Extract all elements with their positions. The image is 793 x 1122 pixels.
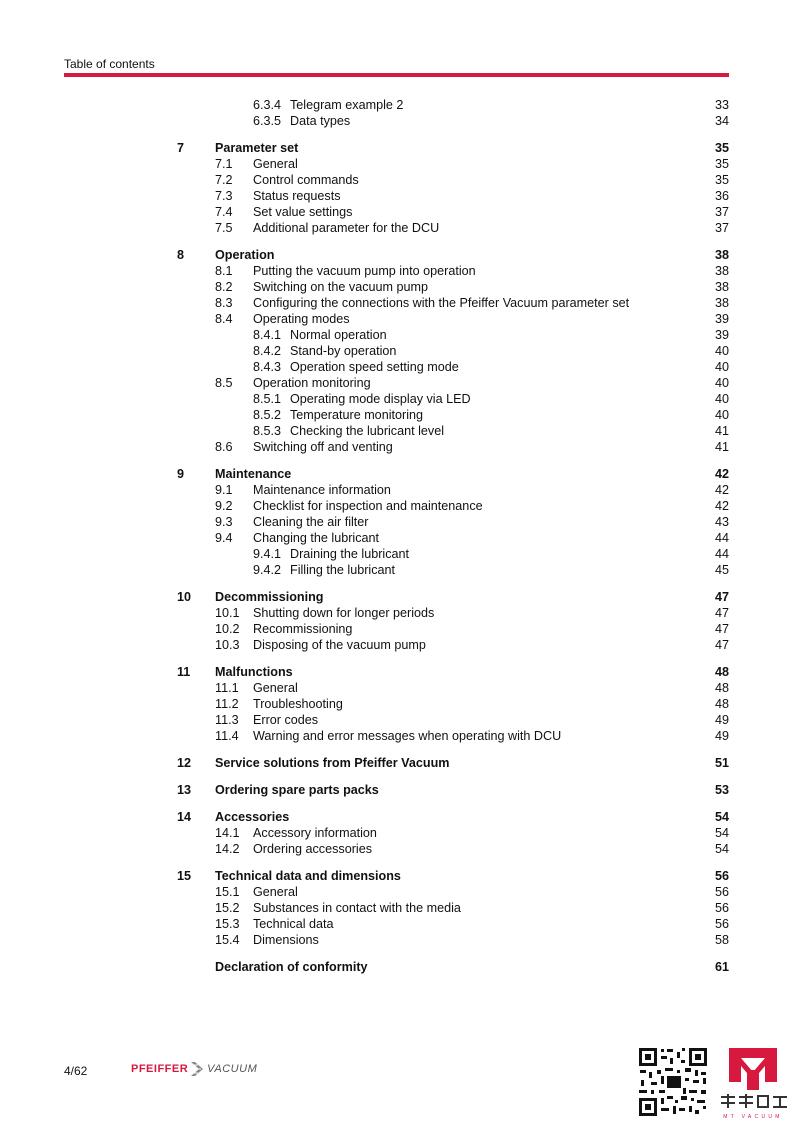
toc-entry-title: Warning and error messages when operating with DCU <box>253 729 562 743</box>
toc-entry-title: Technical data <box>253 917 334 931</box>
toc-entry-number: 7.2 <box>215 173 233 187</box>
toc-entry-number: 7.5 <box>215 221 233 235</box>
toc-entry-title: General <box>253 157 298 171</box>
toc-entry-page: 38 <box>714 264 729 278</box>
toc-entry-number: 9.4.1 <box>253 547 282 561</box>
toc-chapter <box>0 466 793 578</box>
toc-entry-page: 40 <box>714 376 729 390</box>
toc-entry[interactable] <box>0 868 793 884</box>
toc-entry-number: 10.1 <box>215 606 240 620</box>
toc-entry[interactable] <box>0 295 793 311</box>
toc-entry-title: Operating mode display via LED <box>290 392 471 406</box>
toc-entry-title: Status requests <box>253 189 341 203</box>
toc-entry-title: Parameter set <box>215 141 299 155</box>
toc-entry-page: 54 <box>714 826 729 840</box>
header-rule <box>64 73 729 77</box>
toc-entry[interactable] <box>0 172 793 188</box>
toc-entry-page: 38 <box>714 248 729 262</box>
toc-entry-number: 8.5.2 <box>253 408 282 422</box>
toc-entry-title: Disposing of the vacuum pump <box>253 638 426 652</box>
toc-entry-page: 43 <box>714 515 729 529</box>
toc-entry-title: Service solutions from Pfeiffer Vacuum <box>215 756 450 770</box>
toc-entry-number: 7.4 <box>215 205 233 219</box>
toc-entry-number: 8.4.3 <box>253 360 282 374</box>
toc-entry-number: 10 <box>177 590 192 604</box>
toc-entry-title: Changing the lubricant <box>253 531 380 545</box>
toc-entry-number: 15.2 <box>215 901 240 915</box>
toc-entry-page: 48 <box>714 665 729 679</box>
toc-entry-number: 8 <box>177 248 185 262</box>
toc-entry-title: Configuring the connections with the Pfeiffer Vacuum parameter set <box>253 296 630 310</box>
toc-entry-title: Telegram example 2 <box>290 98 404 112</box>
toc-entry-page: 44 <box>714 531 729 545</box>
toc-entry[interactable] <box>0 359 793 375</box>
toc-entry[interactable] <box>0 589 793 605</box>
toc-entry-page: 41 <box>714 424 729 438</box>
toc-entry[interactable] <box>0 841 793 857</box>
toc-entry-page: 35 <box>714 157 729 171</box>
toc-entry-page: 47 <box>714 622 729 636</box>
toc-entry-title: Accessories <box>215 810 290 824</box>
toc-entry-page: 56 <box>714 869 729 883</box>
toc-entry-page: 39 <box>714 312 729 326</box>
toc-entry-title: Operation monitoring <box>253 376 371 390</box>
toc-chapter <box>0 589 793 653</box>
toc-entry-number: 11.3 <box>215 713 239 727</box>
toc-entry-number: 9 <box>177 467 185 481</box>
toc-entry-number: 12 <box>177 756 192 770</box>
toc-entry-title: Substances in contact with the media <box>253 901 461 915</box>
toc-entry[interactable] <box>0 220 793 236</box>
toc-entry-title: Recommissioning <box>253 622 353 636</box>
toc-entry-page: 40 <box>714 344 729 358</box>
toc-entry[interactable] <box>0 188 793 204</box>
toc-entry-page: 36 <box>714 189 729 203</box>
toc-entry-page: 56 <box>714 901 729 915</box>
toc-entry-page: 38 <box>714 280 729 294</box>
toc-entry[interactable] <box>0 809 793 825</box>
toc-entry[interactable] <box>0 113 793 129</box>
toc-entry-page: 33 <box>714 98 729 112</box>
toc-entry[interactable] <box>0 530 793 546</box>
toc-entry-title: Normal operation <box>290 328 387 342</box>
toc-entry[interactable] <box>0 423 793 439</box>
toc-entry-page: 61 <box>714 960 729 974</box>
table-of-contents <box>0 97 793 986</box>
toc-entry-number: 11.2 <box>215 697 239 711</box>
toc-entry[interactable] <box>0 621 793 637</box>
toc-entry-number: 11.4 <box>215 729 239 743</box>
toc-entry[interactable] <box>0 498 793 514</box>
toc-chapter <box>0 755 793 771</box>
toc-entry[interactable] <box>0 407 793 423</box>
toc-entry-title: Operation speed setting mode <box>290 360 459 374</box>
toc-entry[interactable] <box>0 97 793 113</box>
toc-entry[interactable] <box>0 343 793 359</box>
toc-entry-number: 8.5.3 <box>253 424 282 438</box>
toc-entry-page: 42 <box>714 483 729 497</box>
toc-entry-page: 48 <box>714 697 729 711</box>
toc-entry-title: Malfunctions <box>215 665 293 679</box>
toc-entry-number: 8.6 <box>215 440 233 454</box>
toc-entry-title: Maintenance information <box>253 483 391 497</box>
toc-entry-title: Control commands <box>253 173 359 187</box>
toc-entry-page: 42 <box>714 467 729 481</box>
toc-entry-title: Checklist for inspection and maintenance <box>253 499 483 513</box>
toc-entry[interactable] <box>0 482 793 498</box>
toc-entry-page: 40 <box>714 408 729 422</box>
toc-entry[interactable] <box>0 327 793 343</box>
toc-entry-page: 38 <box>714 296 729 310</box>
toc-entry-page: 48 <box>714 681 729 695</box>
toc-entry[interactable] <box>0 514 793 530</box>
toc-entry[interactable] <box>0 696 793 712</box>
toc-entry-number: 8.4.1 <box>253 328 282 342</box>
toc-entry-number: 7.1 <box>215 157 233 171</box>
toc-entry-title: Data types <box>290 114 351 128</box>
toc-entry-page: 37 <box>714 221 729 235</box>
toc-entry-page: 41 <box>714 440 729 454</box>
toc-entry-number: 15.3 <box>215 917 240 931</box>
toc-entry[interactable] <box>0 140 793 156</box>
toc-entry[interactable] <box>0 247 793 263</box>
toc-entry-title: General <box>253 681 298 695</box>
toc-entry[interactable] <box>0 391 793 407</box>
toc-chapter <box>0 140 793 236</box>
toc-entry[interactable] <box>0 375 793 391</box>
toc-entry-page: 35 <box>714 141 729 155</box>
toc-entry-title: Operation <box>215 248 275 262</box>
toc-entry-page: 49 <box>714 713 729 727</box>
toc-entry-number: 7.3 <box>215 189 233 203</box>
toc-entry-page: 56 <box>714 885 729 899</box>
toc-entry[interactable] <box>0 884 793 900</box>
toc-entry[interactable] <box>0 755 793 771</box>
mt-vacuum-logo-text: MT VACUUM <box>723 1114 783 1120</box>
toc-entry-page: 54 <box>714 810 729 824</box>
toc-entry-number: 11.1 <box>215 681 239 695</box>
toc-entry-number: 9.1 <box>215 483 233 497</box>
toc-entry-page: 53 <box>714 783 729 797</box>
toc-entry-page: 49 <box>714 729 729 743</box>
toc-entry-number: 9.2 <box>215 499 233 513</box>
toc-entry-number: 10.3 <box>215 638 240 652</box>
toc-entry-page: 44 <box>714 547 729 561</box>
toc-entry[interactable] <box>0 156 793 172</box>
toc-entry[interactable] <box>0 605 793 621</box>
toc-entry-number: 8.1 <box>215 264 233 278</box>
toc-entry-number: 14.1 <box>215 826 240 840</box>
toc-entry-page: 51 <box>714 756 729 770</box>
toc-entry[interactable] <box>0 439 793 455</box>
toc-entry-title: Maintenance <box>215 467 292 481</box>
toc-entry-number: 14.2 <box>215 842 240 856</box>
toc-entry[interactable] <box>0 728 793 744</box>
toc-entry-number: 6.3.5 <box>253 114 282 128</box>
logo-brand-right: VACUUM <box>207 1063 258 1075</box>
toc-entry-page: 45 <box>714 563 729 577</box>
toc-entry[interactable] <box>0 466 793 482</box>
toc-entry-number: 8.4.2 <box>253 344 282 358</box>
toc-entry-title: Troubleshooting <box>253 697 343 711</box>
toc-entry-number: 9.3 <box>215 515 233 529</box>
toc-entry[interactable] <box>0 204 793 220</box>
toc-entry[interactable] <box>0 279 793 295</box>
toc-chapter <box>0 868 793 948</box>
toc-entry-number: 8.2 <box>215 280 233 294</box>
toc-entry-title: Additional parameter for the DCU <box>253 221 440 235</box>
logo-brand-left: PFEIFFER <box>131 1063 189 1075</box>
logo-stripes-icon <box>191 1061 203 1077</box>
toc-entry-title: Draining the lubricant <box>290 547 410 561</box>
toc-chapter <box>0 809 793 857</box>
toc-entry-title: General <box>253 885 298 899</box>
toc-chapter <box>0 959 793 975</box>
toc-entry-number: 8.3 <box>215 296 233 310</box>
toc-entry[interactable] <box>0 712 793 728</box>
toc-entry[interactable] <box>0 900 793 916</box>
toc-entry[interactable] <box>0 680 793 696</box>
toc-entry-title: Error codes <box>253 713 319 727</box>
toc-entry-number: 8.4 <box>215 312 233 326</box>
toc-entry-number: 9.4 <box>215 531 233 545</box>
toc-entry-number: 15.4 <box>215 933 240 947</box>
toc-entry-number: 11 <box>177 665 191 679</box>
mt-vacuum-logo <box>715 1046 791 1122</box>
toc-entry-page: 56 <box>714 917 729 931</box>
toc-entry-title: Operating modes <box>253 312 350 326</box>
toc-entry-page: 47 <box>714 590 729 604</box>
toc-entry[interactable] <box>0 562 793 578</box>
toc-entry[interactable] <box>0 263 793 279</box>
toc-entry-page: 54 <box>714 842 729 856</box>
toc-entry-page: 47 <box>714 606 729 620</box>
page-header-title: Table of contents <box>64 57 155 71</box>
toc-entry-page: 42 <box>714 499 729 513</box>
toc-entry[interactable] <box>0 782 793 798</box>
toc-entry[interactable] <box>0 664 793 680</box>
toc-entry-title: Filling the lubricant <box>290 563 395 577</box>
pfeiffer-vacuum-logo <box>131 1061 257 1077</box>
toc-entry-number: 6.3.4 <box>253 98 282 112</box>
toc-entry-title: Cleaning the air filter <box>253 515 369 529</box>
toc-entry[interactable] <box>0 916 793 932</box>
toc-entry-number: 8.5 <box>215 376 233 390</box>
toc-chapter <box>0 97 793 129</box>
toc-entry[interactable] <box>0 825 793 841</box>
toc-entry-page: 35 <box>714 173 729 187</box>
toc-entry[interactable] <box>0 932 793 948</box>
toc-entry-page: 39 <box>714 328 729 342</box>
toc-chapter <box>0 782 793 798</box>
footer-page-number: 4/62 <box>64 1064 88 1078</box>
toc-entry-title: Temperature monitoring <box>290 408 423 422</box>
toc-entry-title: Stand-by operation <box>290 344 397 358</box>
toc-entry-title: Technical data and dimensions <box>215 869 401 883</box>
toc-entry-title: Shutting down for longer periods <box>253 606 435 620</box>
toc-entry[interactable] <box>0 311 793 327</box>
toc-entry[interactable] <box>0 546 793 562</box>
toc-entry-page: 40 <box>714 392 729 406</box>
toc-chapter <box>0 247 793 455</box>
toc-entry-page: 58 <box>714 933 729 947</box>
toc-entry-title: Checking the lubricant level <box>290 424 445 438</box>
toc-entry-title: Accessory information <box>253 826 377 840</box>
toc-entry-title: Ordering spare parts packs <box>215 783 379 797</box>
toc-entry-page: 47 <box>714 638 729 652</box>
toc-entry-title: Switching off and venting <box>253 440 393 454</box>
toc-entry-title: Dimensions <box>253 933 319 947</box>
toc-entry-number: 7 <box>177 141 185 155</box>
toc-entry-number: 14 <box>177 810 192 824</box>
toc-entry-page: 34 <box>714 114 729 128</box>
toc-entry-title: Putting the vacuum pump into operation <box>253 264 476 278</box>
toc-entry-title: Set value settings <box>253 205 353 219</box>
toc-entry-page: 37 <box>714 205 729 219</box>
toc-entry-number: 8.5.1 <box>253 392 282 406</box>
toc-entry-number: 10.2 <box>215 622 240 636</box>
toc-entry-page: 40 <box>714 360 729 374</box>
toc-entry-number: 13 <box>177 783 192 797</box>
toc-entry-number: 15.1 <box>215 885 240 899</box>
toc-entry-number: 15 <box>177 869 192 883</box>
toc-entry-title: Ordering accessories <box>253 842 372 856</box>
toc-entry[interactable] <box>0 959 793 975</box>
toc-entry-title: Switching on the vacuum pump <box>253 280 429 294</box>
qr-code-icon <box>637 1046 709 1118</box>
toc-entry-title: Decommissioning <box>215 590 324 604</box>
toc-chapter <box>0 664 793 744</box>
toc-entry-number: 9.4.2 <box>253 563 282 577</box>
toc-entry[interactable] <box>0 637 793 653</box>
toc-entry-title: Declaration of conformity <box>215 960 368 974</box>
